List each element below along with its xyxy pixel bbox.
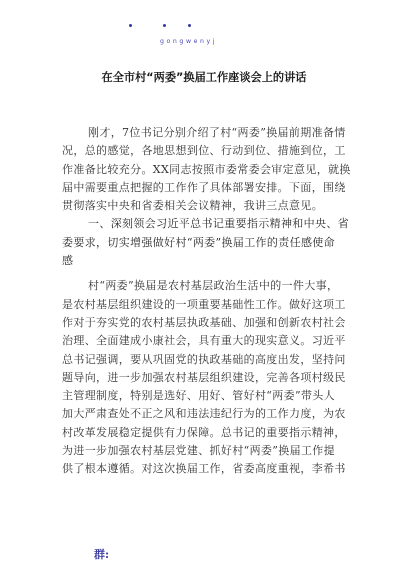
footer-text: 群: (94, 548, 110, 561)
text-line: 刚才，7位书记分别介绍了村“两委”换届前期准备情 (88, 126, 346, 139)
text-line: 一、深刻领会习近平总书记重要指示精神和中央、省 (88, 217, 350, 231)
text-line: 感 (62, 254, 74, 268)
paragraph-intro (62, 124, 350, 215)
text-line: 村“两委”换届是农村基层政治生活中的一件大事， (88, 279, 339, 293)
header-decoration (129, 24, 219, 30)
section-heading-1 (62, 215, 350, 270)
text-line: 况，总的感觉，各地思想到位、行动到位、措施到位，工 (62, 144, 346, 158)
text-line: 主管理制度，特别是选好、用好、管好村“两委”带头人 (62, 389, 335, 403)
document-title: 在全市村“两委”换届工作座谈会上的讲话 (101, 71, 307, 84)
text-line: 总书记强调，要从巩固党的执政基础的高度出发，坚持问 (62, 352, 346, 366)
text-line: 届中需要重点把握的工作作了具体部署安排。下面，围绕 (62, 180, 346, 194)
text-line: 供了根本遵循。对这次换届工作，省委高度重视，李希书 (62, 462, 346, 476)
text-line: 贯彻落实中央和省委相关会议精神，我讲三点意见。 (62, 199, 324, 213)
text-line: 村改革发展稳定提供有力保障。总书记的重要指示精神， (62, 425, 346, 439)
text-line: 题导向，进一步加强农村基层组织建设，完善各项村级民 (62, 370, 346, 384)
text-line: 加大严肃查处不正之风和违法违纪行为的工作力度，为农 (62, 407, 346, 421)
text-line: 委要求，切实增强做好村“两委”换届工作的责任感使命 (62, 235, 335, 249)
text-line: 作对于夯实党的农村基层执政基础、加强和创新农村社会 (62, 315, 346, 329)
text-line: 为进一步加强农村基层党建、抓好村“两委”换届工作提 (62, 444, 335, 458)
text-line: 是农村基层组织建设的一项重要基础性工作。做好这项工 (62, 297, 346, 311)
document-body (62, 124, 350, 479)
text-line: 治理、全面建成小康社会，具有重大的现实意义。习近平 (62, 334, 346, 348)
header-watermark: gongwenyj (160, 38, 218, 45)
paragraph-main (62, 277, 350, 478)
text-line: 作准备比较充分。XX同志按照市委常委会审定意见，就换 (62, 162, 351, 176)
